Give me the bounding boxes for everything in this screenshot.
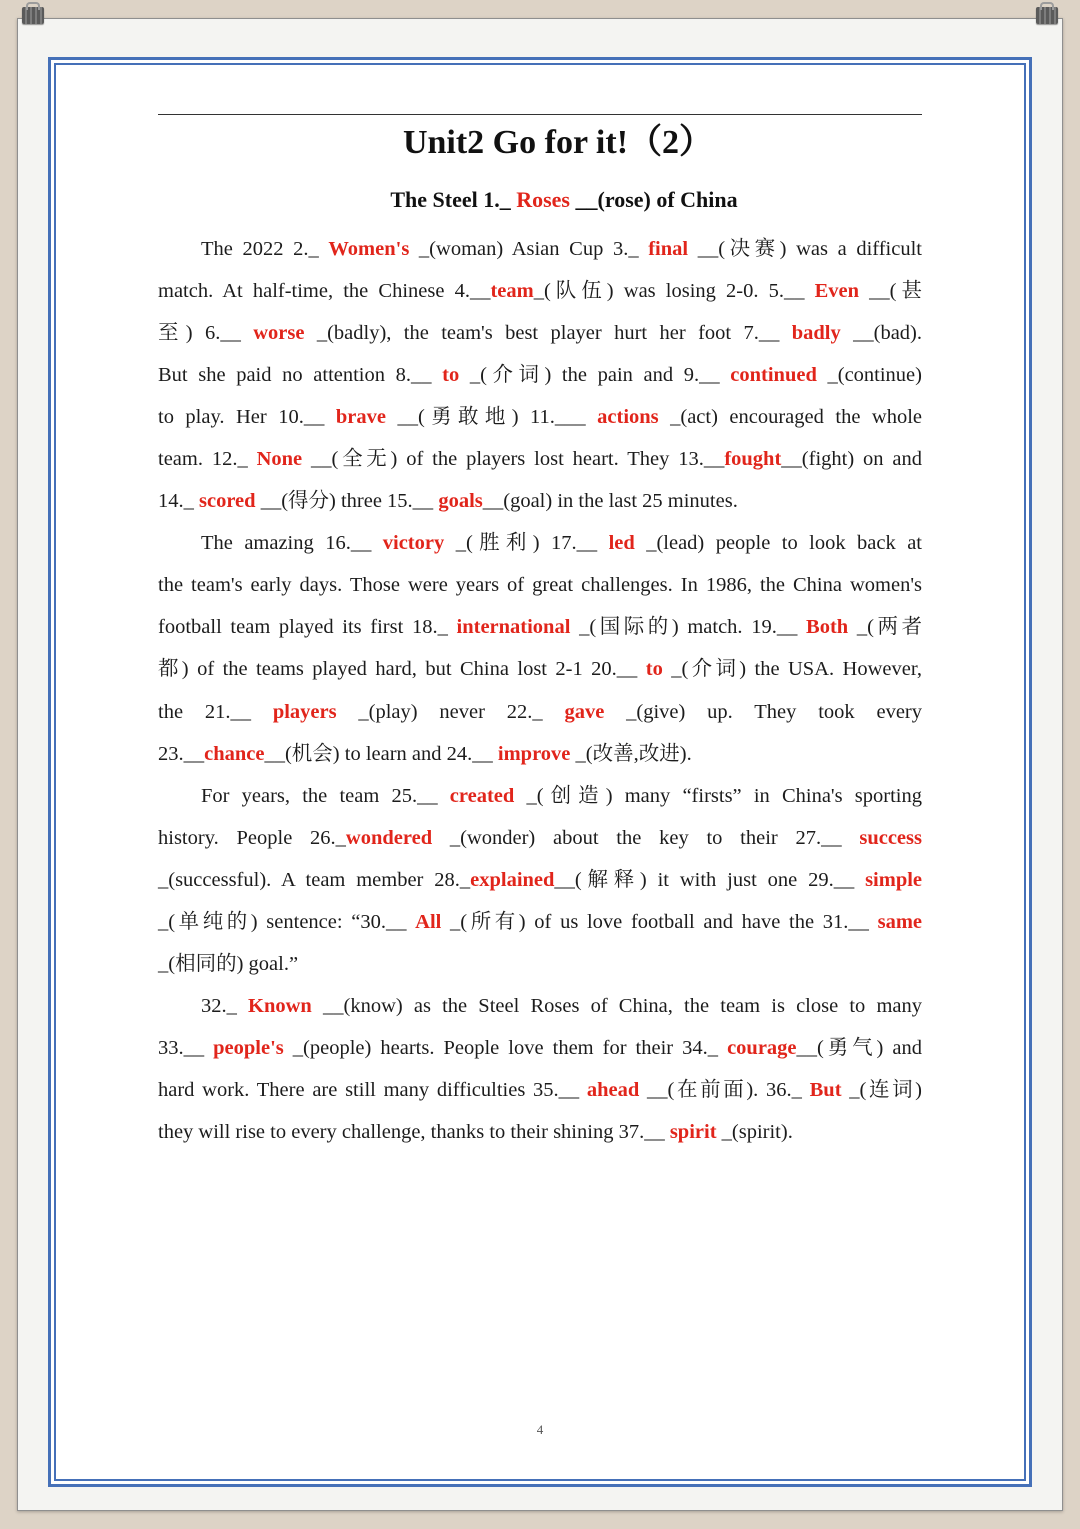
text-run: __(甚	[859, 280, 923, 303]
text-run: _(lead) people to look back at	[634, 532, 922, 555]
text-run: __(勇气) and	[796, 1036, 922, 1059]
text-run: _(改善,改进).	[570, 742, 692, 765]
text-line	[158, 691, 922, 733]
paragraph-2	[158, 522, 922, 774]
answer-word: final	[648, 238, 689, 260]
binder-clip-icon	[22, 7, 44, 24]
text-run: _(spirit).	[716, 1120, 793, 1143]
text-run: _(两者	[848, 616, 923, 639]
text-run: _(people) hearts. People love them for their 34._	[283, 1036, 728, 1059]
paragraph-3	[158, 775, 922, 985]
answer-word: international	[456, 616, 571, 639]
binder-clip-icon	[1036, 7, 1058, 24]
passage-title	[158, 185, 922, 215]
page-title: Unit2 Go for it!（2）	[402, 124, 714, 161]
text-run: 32._	[201, 994, 249, 1017]
text-run: __(机会) to learn and 24.__	[264, 742, 498, 765]
text-run: __(rose) of China	[570, 187, 738, 212]
answer-word: Even	[814, 280, 860, 303]
header-rule	[158, 114, 922, 115]
text-line	[158, 943, 922, 985]
text-run: __(goal) in the last 25 minutes.	[482, 490, 738, 513]
answer-word: improve	[497, 742, 571, 765]
answer-word: wondered	[345, 826, 433, 849]
text-line	[158, 901, 922, 943]
text-run: _(woman) Asian Cup 3._	[409, 238, 649, 260]
text-line	[158, 985, 922, 1027]
text-line	[158, 438, 922, 480]
text-line	[158, 480, 922, 522]
paragraph-4	[158, 985, 922, 1153]
text-line	[158, 606, 922, 648]
text-run: __(决赛) was a difficult	[688, 238, 922, 260]
passage-body	[158, 228, 922, 1153]
text-run: hard work. There are still many difficulties 35.__	[158, 1078, 587, 1101]
text-line	[158, 522, 922, 564]
answer-word: players	[272, 700, 337, 723]
answer-word: victory	[382, 532, 445, 555]
answer-word: actions	[597, 406, 659, 429]
text-run: The 2022 2._	[201, 238, 329, 260]
text-run: __(解释) it with just one 29.__	[554, 868, 866, 891]
answer-word: goals	[438, 490, 483, 513]
text-run: _(连词)	[841, 1078, 923, 1101]
text-run: the 21.__	[158, 700, 273, 723]
text-run: history. People 26._	[158, 826, 346, 849]
text-line	[158, 817, 922, 859]
text-run: __(bad).	[840, 322, 922, 345]
text-run: __(know) as the Steel Roses of China, the team is close to many	[311, 994, 922, 1017]
text-line	[158, 270, 922, 312]
text-run: _(wonder) about the key to their 27.__	[432, 826, 860, 849]
text-line	[158, 312, 922, 354]
text-run: __(fight) on and	[781, 448, 922, 471]
answer-word: gave	[564, 700, 605, 723]
text-run: _(单纯的) sentence: “30.__	[158, 910, 416, 933]
answer-word: people's	[213, 1036, 284, 1059]
answer-word: created	[449, 784, 515, 807]
text-run: But she paid no attention 8.__	[158, 364, 443, 387]
text-run: team. 12._	[158, 448, 257, 471]
text-run: _(act) encouraged the whole	[658, 406, 922, 429]
text-run: _(相同的) goal.”	[158, 952, 299, 975]
answer-word: courage	[727, 1036, 797, 1059]
text-run: The Steel 1._	[390, 187, 517, 212]
text-run: _(give) up. They took every	[604, 700, 922, 723]
text-run: For years, the team 25.__	[201, 784, 450, 807]
text-run: 33.__	[158, 1036, 214, 1059]
text-run: _(介词) the pain and 9.__	[459, 364, 731, 387]
answer-word: explained	[470, 868, 555, 891]
text-run: _(创造) many “firsts” in China's sporting	[514, 784, 922, 807]
answer-word: fought	[724, 448, 782, 471]
text-line	[158, 775, 922, 817]
text-line	[158, 396, 922, 438]
text-run: 23.__	[158, 742, 205, 765]
text-line	[158, 354, 922, 396]
text-run: __(勇敢地) 11.___	[385, 406, 598, 429]
text-run: 14._	[158, 490, 199, 513]
text-run: match. At half-time, the Chinese 4.__	[158, 280, 491, 303]
text-run: they will rise to every challenge, thanks to their shining 37.__	[158, 1120, 670, 1143]
answer-word: None	[256, 448, 303, 471]
text-run: _(badly), the team's best player hurt her foot 7.__	[304, 322, 792, 345]
text-run: _(continue)	[816, 364, 922, 387]
text-run: _(successful). A team member 28._	[158, 868, 471, 891]
text-line	[158, 564, 922, 606]
text-run: _(国际的) match. 19.__	[570, 616, 807, 639]
answer-word: badly	[791, 322, 841, 345]
text-line	[158, 1027, 922, 1069]
answer-word: spirit	[669, 1120, 717, 1143]
text-run: _(胜利) 17.__	[444, 532, 609, 555]
answer-word: team	[490, 280, 534, 303]
text-run: __(在前面). 36._	[639, 1078, 810, 1101]
text-line	[158, 1069, 922, 1111]
answer-word: Known	[248, 994, 312, 1017]
answer-word: But	[809, 1078, 842, 1101]
text-run: _(play) never 22._	[336, 700, 565, 723]
text-run: _(所有) of us love football and have the 31.__	[441, 910, 878, 933]
text-run: _(队伍) was losing 2-0. 5.__	[533, 280, 815, 303]
answer-word: to	[442, 364, 460, 387]
answer-word: same	[877, 910, 922, 933]
text-run: __(得分) three 15.__	[255, 490, 439, 513]
text-run: __(全无) of the players lost heart. They 13.__	[302, 448, 725, 471]
answer-word: to	[645, 658, 663, 681]
text-run: the team's early days. Those were years of great challenges. In 1986, the China women's	[158, 574, 922, 597]
text-run: _(介词) the USA. However,	[662, 658, 922, 681]
page-number: 4	[536, 1422, 544, 1437]
text-run: 都) of the teams played hard, but China lost 2-1 20.__	[158, 658, 646, 681]
answer-word: led	[608, 532, 635, 555]
text-run: 至) 6.__	[158, 322, 254, 345]
answer-word: continued	[730, 364, 817, 387]
answer-word: simple	[865, 868, 923, 891]
answer-word: Roses	[516, 187, 570, 212]
answer-word: success	[859, 826, 922, 849]
answer-word: worse	[253, 322, 305, 345]
text-line	[158, 648, 922, 690]
paragraph-1	[158, 228, 922, 522]
answer-word: brave	[335, 406, 386, 429]
answer-word: All	[415, 910, 442, 933]
text-line	[158, 1111, 922, 1153]
text-line	[158, 859, 922, 901]
text-run: football team played its first 18._	[158, 616, 457, 639]
text-line	[158, 733, 922, 775]
answer-word: scored	[199, 490, 256, 513]
answer-word: chance	[204, 742, 265, 765]
text-run: The amazing 16.__	[201, 532, 383, 555]
answer-word: ahead	[586, 1078, 640, 1101]
answer-word: Both	[806, 616, 849, 639]
text-run: to play. Her 10.__	[158, 406, 336, 429]
text-line	[158, 228, 922, 270]
answer-word: Women's	[328, 238, 410, 260]
